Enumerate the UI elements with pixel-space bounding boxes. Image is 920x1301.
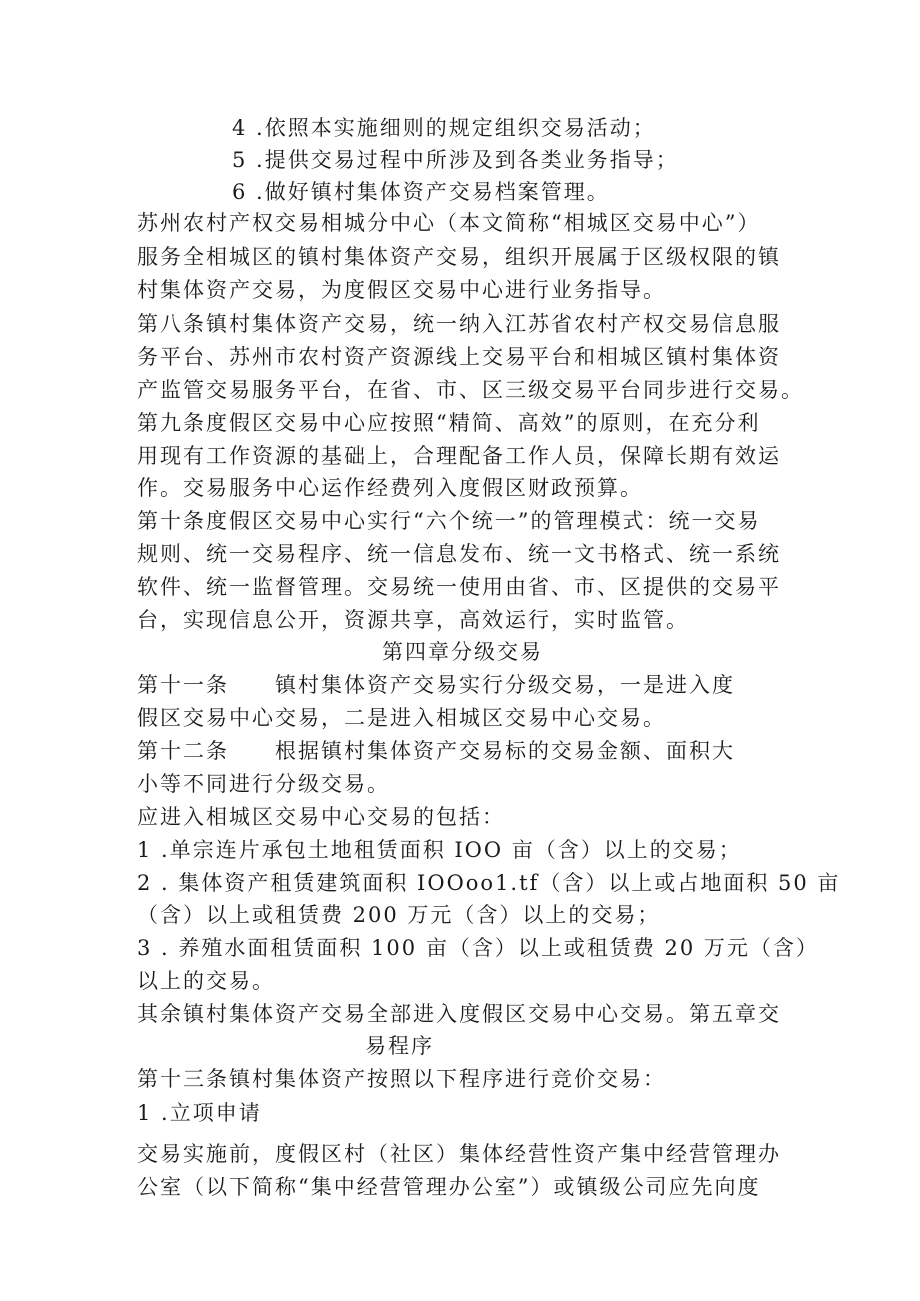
article-8-line: 第八条镇村集体资产交易，统一纳入江苏省农村产权交易信息服 [137, 312, 781, 336]
paragraph-line: 公室（以下简称“集中经营管理办公室”）或镇级公司应先向度 [137, 1175, 761, 1199]
step-heading: 1 .立项申请 [137, 1101, 262, 1125]
criteria-item-3: 以上的交易。 [137, 969, 275, 993]
article-9-line: 第九条度假区交易中心应按照“精简、高效”的原则，在充分利 [137, 411, 761, 435]
article-12-line: 小等不同进行分级交易。 [137, 772, 390, 796]
article-11-line: 假区交易中心交易，二是进入相城区交易中心交易。 [137, 706, 666, 730]
paragraph-line: 应进入相城区交易中心交易的包括： [137, 805, 505, 829]
paragraph-line: 交易实施前，度假区村（社区）集体经营性资产集中经营管理办 [137, 1142, 781, 1166]
article-12-line: 第十二条 根据镇村集体资产交易标的交易金额、面积大 [137, 739, 735, 763]
article-10-line: 规则、统一交易程序、统一信息发布、统一文书格式、统一系统 [137, 542, 781, 566]
paragraph-line: 服务全相城区的镇村集体资产交易，组织开展属于区级权限的镇 [137, 245, 781, 269]
article-9-line: 用现有工作资源的基础上，合理配备工作人员，保障长期有效运 [137, 444, 781, 468]
article-10-line: 软件、统一监督管理。交易统一使用由省、市、区提供的交易平 [137, 575, 781, 599]
criteria-item-3: 3 . 养殖水面租赁面积 100 亩（含）以上或租赁费 20 万元（含） [137, 936, 819, 960]
criteria-item-1: 1 .单宗连片承包土地租赁面积 IOO 亩（含）以上的交易； [137, 838, 742, 862]
article-10-line: 第十条度假区交易中心实行“六个统一”的管理模式：统一交易 [137, 509, 761, 533]
paragraph-line: 其余镇村集体资产交易全部进入度假区交易中心交易。第五章交 [137, 1002, 781, 1026]
criteria-item-2: （含）以上或租赁费 200 万元（含）以上的交易； [137, 903, 661, 927]
list-item-5: 5 .提供交易过程中所涉及到各类业务指导； [232, 148, 679, 172]
list-item-4: 4 .依照本实施细则的规定组织交易活动； [232, 116, 656, 140]
article-13-line: 第十三条镇村集体资产按照以下程序进行竞价交易： [137, 1067, 666, 1091]
list-item-6: 6 .做好镇村集体资产交易档案管理。 [232, 180, 610, 204]
article-11-line: 第十一条 镇村集体资产交易实行分级交易，一是进入度 [137, 673, 735, 697]
criteria-item-2: 2 . 集体资产租赁建筑面积 IOOoo1.tf（含）以上或占地面积 50 亩 [137, 871, 841, 895]
chapter-heading: 第四章分级交易 [382, 640, 543, 664]
paragraph-line: 苏州农村产权交易相城分中心（本文简称“相城区交易中心”） [137, 211, 761, 235]
chapter-heading: 易程序 [365, 1034, 434, 1058]
article-8-line: 产监管交易服务平台，在省、市、区三级交易平台同步进行交易。 [137, 378, 804, 402]
article-8-line: 务平台、苏州市农村资产资源线上交易平台和相城区镇村集体资 [137, 345, 781, 369]
article-10-line: 台，实现信息公开，资源共享，高效运行，实时监管。 [137, 608, 689, 632]
article-9-line: 作。交易服务中心运作经费列入度假区财政预算。 [137, 476, 643, 500]
paragraph-line: 村集体资产交易，为度假区交易中心进行业务指导。 [137, 278, 666, 302]
